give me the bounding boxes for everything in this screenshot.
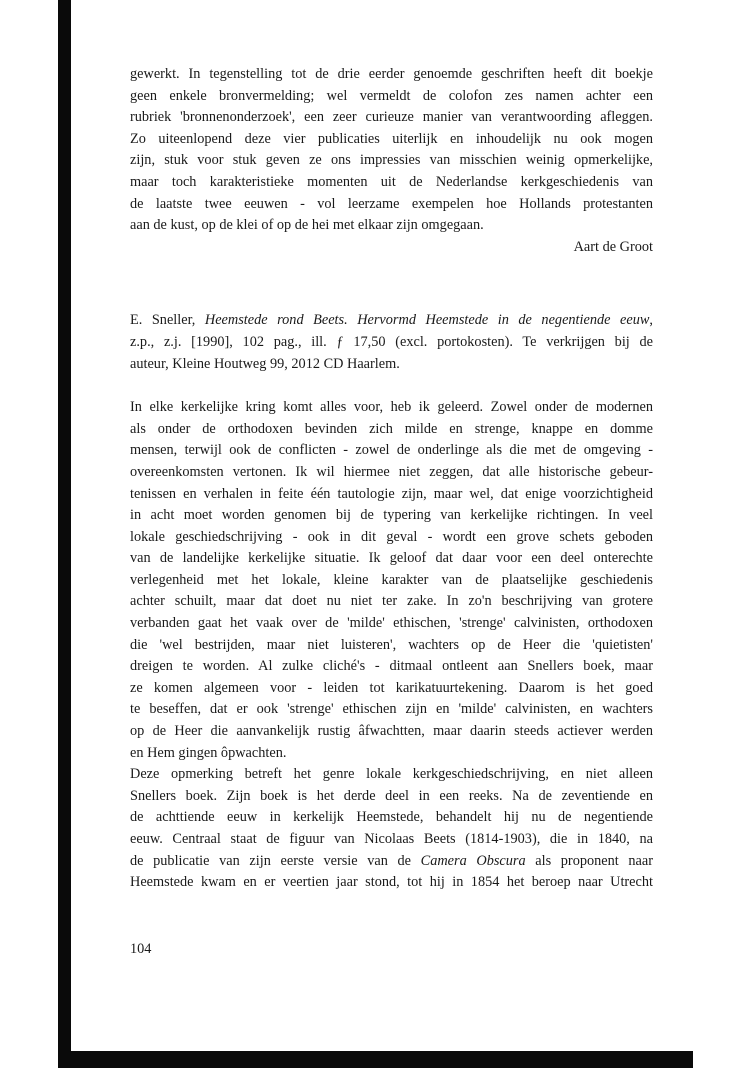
reviewer-signature: Aart de Groot [573,238,653,255]
text-line: eeuw. Centraal staat de figuur van Nicolaas Beets (1814-1903), die in 1840, na [130,831,653,847]
book-author: E. Sneller, [130,312,205,329]
text-line: verlegenheid met het lokale, kleine karakter van de plaatselijke geschiedenis [130,571,653,588]
page-number: 104 [130,941,152,957]
text-line: Deze opmerking betreft het genre lokale kerkgeschiedschrijving, en niet alleen [130,766,653,783]
text-line: tenissen en verhalen in feite één tautologie zijn, maar wel, dat enige voorzichtigheid [130,485,653,502]
text-line: aan de kust, op de klei of op de hei met elkaar zijn omgegaan. [130,217,484,234]
review-paragraph-1 [130,397,653,764]
text-line: verbanden gaat het vaak over de 'milde' ethischen, 'strenge' calvinisten, orthodoxen [130,615,653,632]
scan-edge-bottom [58,1051,693,1068]
text-line: In elke kerkelijke kring komt alles voor, heb ik geleerd. Zowel onder de modernen [130,399,653,416]
text-line: ze komen algemeen voor - leiden tot karikatuurtekening. Daarom is het goed [130,679,653,696]
punctuation: , [649,312,653,329]
text-line: zijn, stuk voor stuk geven ze ons impressies van misschien weinig opmerkelijke, [130,152,653,169]
text-line: in acht moet worden genomen bij de typering van kerkelijke richtingen. In veel [130,507,653,524]
text-line: de laatste twee eeuwen - vol leerzame exempelen hoe Hollands protestanten [130,195,653,212]
review-paragraph-2 [130,764,653,894]
text-line: rubriek 'bronnenonderzoek', een zeer curieuze manier van verantwoording afleggen. [130,109,653,126]
review-header [130,310,653,375]
text-fragment: als proponent naar [525,852,653,869]
text-line: geen enkele bronvermelding; wel vermeldt de colofon zes namen achter een [130,87,653,104]
review-header-line: z.p., z.j. [1990], 102 pag., ill. ƒ 17,50 (excl. portokosten). Te verkrijgen bij de [130,333,653,350]
page-text [130,64,653,894]
text-line: Snellers boek. Zijn boek is het derde deel in een reeks. Na de zeventiende en [130,787,653,804]
book-title: Heemstede rond Beets. Hervormd Heemstede in de negentiende eeuw [204,312,650,329]
text-line: mensen, terwijl ook de conflicten - zowel de onderlinge als die met de omgeving - [130,442,653,459]
review-header-line: auteur, Kleine Houtweg 99, 2012 CD Haarlem. [130,355,400,372]
scan-edge-left [58,0,71,1068]
text-line: achter schuilt, maar dat doet nu niet ter zake. In zo'n beschrijving van grotere [130,593,653,610]
work-title: Camera Obscura [420,852,526,869]
text-line: lokale geschiedschrijving - ook in dit geval - wordt een grove schets geboden [130,528,653,545]
text-line: en Hem gingen ôpwachten. [130,744,287,761]
text-line: overeenkomsten vertonen. Ik wil hiermee niet zeggen, dat alle historische gebeur- [130,463,653,480]
text-line: Heemstede kwam en er veertien jaar stond, tot hij in 1854 het beroep naar Utrecht [130,874,653,891]
text-line: van de landelijke kerkelijke situatie. Ik geloof dat daar voor een deel onterechte [130,550,653,567]
text-fragment: de publicatie van zijn eerste versie van de [130,852,421,869]
text-line: als onder de orthodoxen bevinden zich milde en strenge, knappe en domme [130,420,653,437]
continuation-paragraph [130,64,653,237]
text-line [130,851,653,873]
text-line: op de Heer die aanvankelijk rustig âfwachtten, maar daarin steeds actiever werden [130,723,653,740]
text-line: die 'wel bestrijden, maar niet luisteren', wachters op de Heer die 'quietisten' [130,636,653,653]
text-line: te beseffen, dat er ook 'strenge' ethischen zijn en 'milde' calvinisten, en wachters [130,701,653,718]
text-line: maar toch karakteristieke momenten uit de Nederlandse kerkgeschiedenis van [130,173,653,190]
text-line: dreigen te worden. Al zulke cliché's - ditmaal ontleent aan Snellers boek, maar [130,658,653,675]
text-line: gewerkt. In tegenstelling tot de drie eerder genoemde geschriften heeft dit boekje [130,66,653,82]
text-line: de achttiende eeuw in kerkelijk Heemstede, behandelt hij nu de negentiende [130,809,653,826]
review-header-line [130,310,653,332]
text-line: Zo uiteenlopend deze vier publicaties uiterlijk en inhoudelijk nu ook mogen [130,130,653,147]
